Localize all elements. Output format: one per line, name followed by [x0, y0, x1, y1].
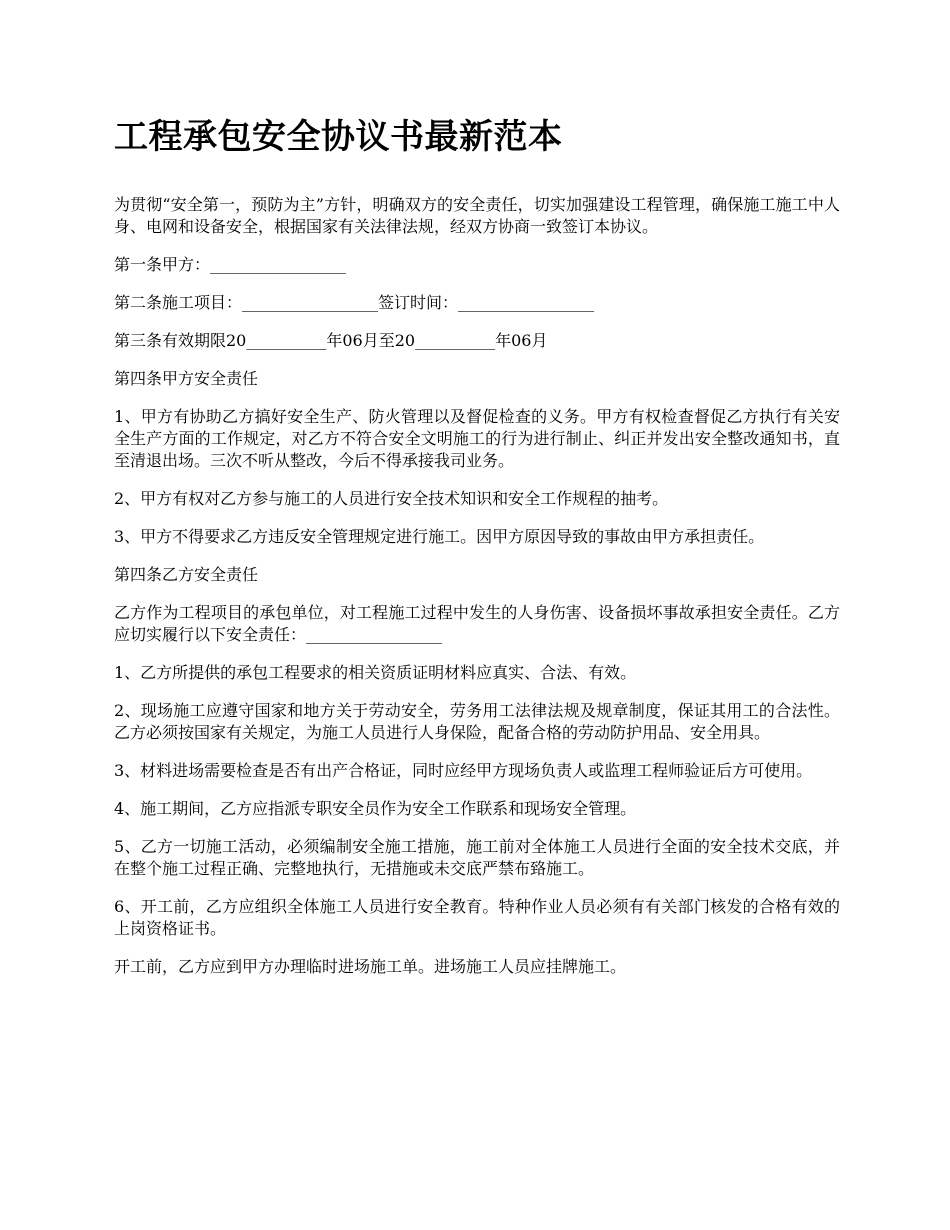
paragraph-b-intro: 乙方作为工程项目的承包单位，对工程施工过程中发生的人身伤害、设备损坏事故承担安全责任。乙方应切实履行以下安全责任：_________________ — [114, 603, 840, 644]
document-title: 工程承包安全协议书最新范本 — [114, 117, 563, 157]
section-heading-party-b: 第四条乙方安全责任 — [114, 565, 259, 584]
paragraph-b-7: 开工前，乙方应到甲方办理临时进场施工单。进场施工人员应挂牌施工。 — [114, 957, 627, 976]
document-page — [114, 112, 840, 994]
paragraph-validity: 第三条有效期限20__________年06月至20__________年06月 — [114, 331, 548, 350]
paragraph-project: 第二条施工项目：_________________签订时间：_________________ — [114, 293, 595, 312]
paragraph-b-5: 5、乙方一切施工活动，必须编制安全施工措施，施工前对全体施工人员进行全面的安全技术交底，并在整个施工过程正确、完整地执行，无措施或未交底严禁布臵施工。 — [114, 837, 840, 878]
paragraph-a-1: 1、甲方有协助乙方搞好安全生产、防火管理以及督促检查的义务。甲方有权检查督促乙方执行有关安全生产方面的工作规定，对乙方不符合安全文明施工的行为进行制止、纠正并发出安全整改通知书，直至清退出场。三次不听从整改，今后不得承接我司业务。 — [114, 407, 840, 470]
paragraph-a-3: 3、甲方不得要求乙方违反安全管理规定进行施工。因甲方原因导致的事故由甲方承担责任。 — [114, 527, 765, 546]
paragraph-intro: 为贯彻“安全第一，预防为主”方针，明确双方的安全责任，切实加强建设工程管理，确保施工施工中人身、电网和设备安全，根据国家有关法律法规，经双方协商一致签订本协议。 — [114, 195, 840, 236]
paragraph-b-3: 3、材料进场需要检查是否有出产合格证，同时应经甲方现场负责人或监理工程师验证后方可使用。 — [114, 761, 813, 780]
paragraph-b-1: 1、乙方所提供的承包工程要求的相关资质证明材料应真实、合法、有效。 — [114, 663, 637, 682]
paragraph-b-4: 4、施工期间，乙方应指派专职安全员作为安全工作联系和现场安全管理。 — [114, 799, 637, 818]
paragraph-b-2: 2、现场施工应遵守国家和地方关于劳动安全，劳务用工法律法规及规章制度，保证其用工的合法性。乙方必须按国家有关规定，为施工人员进行人身保险，配备合格的劳动防护用品、安全用具。 — [114, 701, 840, 742]
paragraph-party-a: 第一条甲方：_________________ — [114, 255, 347, 274]
paragraph-b-6: 6、开工前，乙方应组织全体施工人员进行安全教育。特种作业人员必须有有关部门核发的合格有效的上岗资格证书。 — [114, 897, 840, 938]
paragraph-a-2: 2、甲方有权对乙方参与施工的人员进行安全技术知识和安全工作规程的抽考。 — [114, 489, 669, 508]
section-heading-party-a: 第四条甲方安全责任 — [114, 369, 259, 388]
